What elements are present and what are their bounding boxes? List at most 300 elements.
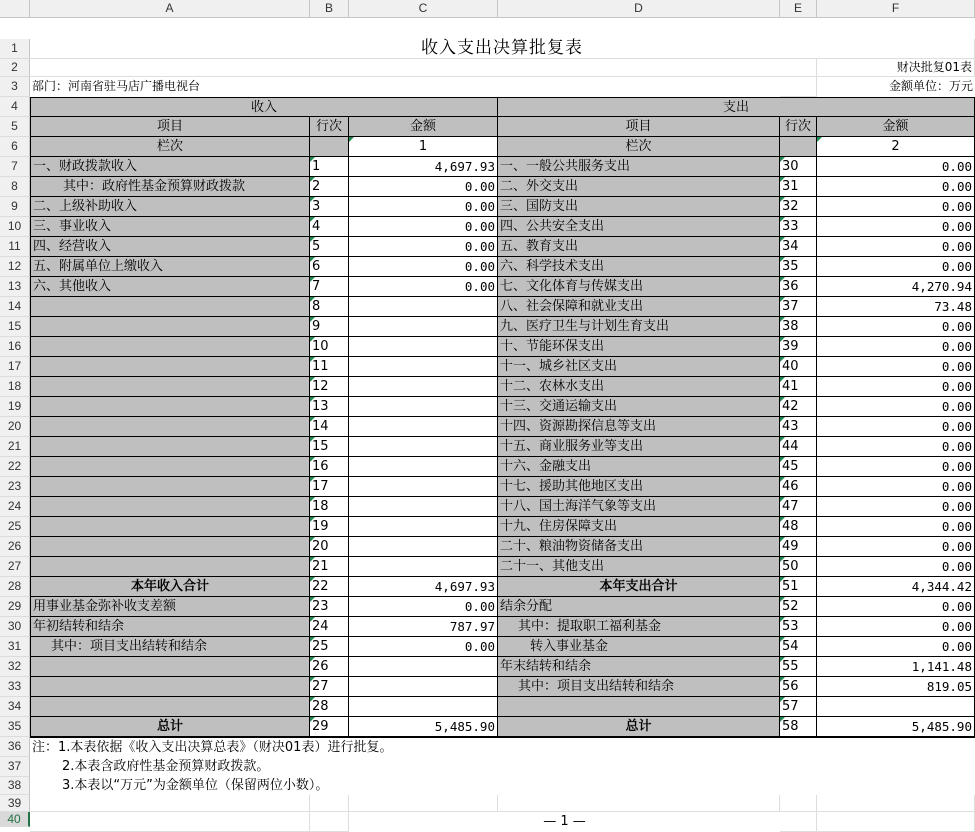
expense-amount[interactable]: 0.00 (817, 477, 975, 497)
expense-row-no: 48 (780, 517, 817, 537)
expense-item-label: 十三、交通运输支出 (498, 397, 780, 417)
income-row-no: 27 (310, 677, 349, 697)
row-header-35[interactable]: 35 (0, 717, 30, 737)
department-label: 部门：河南省驻马店广播电视台 (32, 79, 201, 93)
expense-item-label: 六、科学技术支出 (498, 257, 780, 277)
column-label: 栏次 (30, 137, 310, 157)
cell-error-indicator-icon (780, 317, 785, 322)
expense-section-header: 支出 (498, 97, 975, 117)
cell-error-indicator-icon (310, 477, 315, 482)
income-amount[interactable] (349, 477, 498, 497)
column-header-d[interactable]: D (498, 0, 780, 18)
expense-row-no: 36 (780, 277, 817, 297)
income-amount[interactable] (349, 657, 498, 677)
income-item-label (30, 297, 310, 317)
expense-row-no: 32 (780, 197, 817, 217)
expense-amount[interactable]: 0.00 (817, 417, 975, 437)
income-amount[interactable] (349, 417, 498, 437)
row-header-33[interactable]: 33 (0, 677, 30, 697)
income-item-label (30, 457, 310, 477)
income-amount[interactable] (349, 677, 498, 697)
row-header-12[interactable]: 12 (0, 257, 30, 277)
cell-error-indicator-icon (780, 717, 785, 722)
expense-item-label: 十四、资源勘探信息等支出 (498, 417, 780, 437)
expense-row-no: 54 (780, 637, 817, 657)
income-item-label (30, 317, 310, 337)
row-header-20[interactable]: 20 (0, 417, 30, 437)
expense-amount[interactable]: 0.00 (817, 557, 975, 577)
row-header-36[interactable]: 36 (0, 737, 30, 757)
expense-item-label: 转入事业基金 (498, 637, 780, 657)
expense-column-number: 2 (817, 137, 975, 157)
income-item-label (30, 357, 310, 377)
expense-row-no: 35 (780, 257, 817, 277)
income-amount[interactable]: 4,697.93 (349, 577, 498, 597)
cell-error-indicator-icon (780, 657, 785, 662)
cell-error-indicator-icon (780, 537, 785, 542)
row-header-10[interactable]: 10 (0, 217, 30, 237)
cell-error-indicator-icon (310, 397, 315, 402)
income-amount[interactable] (349, 697, 498, 717)
cell-error-indicator-icon (780, 217, 785, 222)
cell-error-indicator-icon (310, 497, 315, 502)
income-section-header: 收入 (30, 97, 498, 117)
income-amount[interactable] (349, 317, 498, 337)
blank-cell[interactable] (349, 795, 498, 812)
expense-item-label: 十七、援助其他地区支出 (498, 477, 780, 497)
row-header-17[interactable]: 17 (0, 357, 30, 377)
expense-item-label: 十五、商业服务业等支出 (498, 437, 780, 457)
expense-item-label: 年末结转和结余 (498, 657, 780, 677)
expense-item-label: 结余分配 (498, 597, 780, 617)
row-header-38[interactable]: 38 (0, 777, 30, 795)
column-header-b[interactable]: B (310, 0, 349, 18)
row-header-16[interactable]: 16 (0, 337, 30, 357)
cell-error-indicator-icon (310, 257, 315, 262)
income-amount[interactable] (349, 517, 498, 537)
row-no-blank (310, 137, 349, 157)
expense-row-no: 30 (780, 157, 817, 177)
income-amount[interactable]: 0.00 (349, 177, 498, 197)
note-line-3: 3.本表以“万元”为金额单位（保留两位小数）。 (62, 778, 329, 793)
expense-item-label: 十九、住房保障支出 (498, 517, 780, 537)
expense-item-label: 八、社会保障和就业支出 (498, 297, 780, 317)
expense-row-no: 51 (780, 577, 817, 597)
income-item-label (30, 557, 310, 577)
blank-cell[interactable] (780, 812, 817, 832)
blank-cell[interactable] (30, 795, 310, 812)
cell-error-indicator-icon (310, 597, 315, 602)
expense-item-label: 本年支出合计 (498, 577, 780, 597)
income-row-no: 11 (310, 357, 349, 377)
income-row-no: 13 (310, 397, 349, 417)
cell-error-indicator-icon (310, 697, 315, 702)
row-header-13[interactable]: 13 (0, 277, 30, 297)
income-item-label (30, 397, 310, 417)
column-header-c[interactable]: C (349, 0, 498, 18)
row-header-7[interactable]: 7 (0, 157, 30, 177)
expense-item-label: 其中：项目支出结转和结余 (498, 677, 780, 697)
cell-error-indicator-icon (310, 537, 315, 542)
income-row-no: 8 (310, 297, 349, 317)
expense-item-label: 总计 (498, 717, 780, 737)
row-header-2[interactable]: 2 (0, 59, 30, 77)
expense-row-no: 43 (780, 417, 817, 437)
item-header: 项目 (30, 117, 310, 137)
row-header-9[interactable]: 9 (0, 197, 30, 217)
cell-error-indicator-icon (310, 177, 315, 182)
expense-amount[interactable]: 0.00 (817, 177, 975, 197)
row-header-4[interactable]: 4 (0, 97, 30, 117)
cell-error-indicator-icon (780, 337, 785, 342)
expense-amount[interactable]: 0.00 (817, 217, 975, 237)
cell-error-indicator-icon (780, 497, 785, 502)
income-item-label (30, 497, 310, 517)
expense-amount[interactable]: 0.00 (817, 257, 975, 277)
income-row-no: 26 (310, 657, 349, 677)
income-item-label: 二、上级补助收入 (30, 197, 310, 217)
row-header-40[interactable]: 40 (0, 812, 30, 827)
income-amount[interactable] (349, 437, 498, 457)
cell-error-indicator-icon (780, 297, 785, 302)
income-amount[interactable]: 0.00 (349, 197, 498, 217)
expense-item-label: 二十、粮油物资储备支出 (498, 537, 780, 557)
select-all-corner[interactable] (0, 0, 30, 18)
income-amount[interactable]: 0.00 (349, 597, 498, 617)
row-header-19[interactable]: 19 (0, 397, 30, 417)
row-header-34[interactable]: 34 (0, 697, 30, 717)
blank-cell[interactable] (30, 59, 817, 77)
income-row-no: 9 (310, 317, 349, 337)
cell-error-indicator-icon (817, 137, 822, 142)
expense-row-no: 57 (780, 697, 817, 717)
row-header-8[interactable]: 8 (0, 177, 30, 197)
expense-amount[interactable]: 819.05 (817, 677, 975, 697)
row-header-29[interactable]: 29 (0, 597, 30, 617)
income-amount[interactable]: 0.00 (349, 277, 498, 297)
income-item-label: 一、财政拨款收入 (30, 157, 310, 177)
blank-cell[interactable] (498, 795, 780, 812)
cell-error-indicator-icon (780, 617, 785, 622)
cell-error-indicator-icon (780, 397, 785, 402)
cell-error-indicator-icon (310, 277, 315, 282)
blank-cell[interactable] (310, 812, 349, 832)
income-row-no: 3 (310, 197, 349, 217)
expense-item-label: 三、国防支出 (498, 197, 780, 217)
income-item-label: 其中：政府性基金预算财政拨款 (30, 177, 310, 197)
income-column-number: 1 (349, 137, 498, 157)
expense-item-label: 其中：提取职工福利基金 (498, 617, 780, 637)
cell-error-indicator-icon (780, 277, 785, 282)
cell-error-indicator-icon (780, 177, 785, 182)
cell-error-indicator-icon (310, 337, 315, 342)
expense-item-label (498, 697, 780, 717)
income-item-label: 本年收入合计 (30, 577, 310, 597)
cell-error-indicator-icon (310, 617, 315, 622)
income-row-no: 1 (310, 157, 349, 177)
expense-item-label: 九、医疗卫生与计划生育支出 (498, 317, 780, 337)
expense-amount[interactable]: 0.00 (817, 497, 975, 517)
income-item-label: 四、经营收入 (30, 237, 310, 257)
cell-error-indicator-icon (310, 377, 315, 382)
sheet-title: 收入支出决算批复表 (30, 39, 975, 59)
cell-error-indicator-icon (780, 577, 785, 582)
income-row-no: 22 (310, 577, 349, 597)
row-header-32[interactable]: 32 (0, 657, 30, 677)
expense-row-no: 39 (780, 337, 817, 357)
expense-amount[interactable]: 0.00 (817, 157, 975, 177)
amount-header: 金额 (349, 117, 498, 137)
income-amount[interactable]: 5,485.90 (349, 717, 498, 737)
expense-row-no: 37 (780, 297, 817, 317)
row-header-27[interactable]: 27 (0, 557, 30, 577)
expense-amount[interactable]: 0.00 (817, 457, 975, 477)
cell-error-indicator-icon (310, 557, 315, 562)
income-row-no: 24 (310, 617, 349, 637)
blank-cell[interactable] (817, 812, 975, 832)
row-no-header: 行次 (780, 117, 817, 137)
income-item-label (30, 337, 310, 357)
expense-item-label: 十八、国土海洋气象等支出 (498, 497, 780, 517)
row-header-1[interactable]: 1 (0, 39, 30, 59)
cell-error-indicator-icon (780, 637, 785, 642)
expense-amount[interactable]: 0.00 (817, 197, 975, 217)
expense-amount[interactable]: 0.00 (817, 437, 975, 457)
cell-error-indicator-icon (780, 477, 785, 482)
income-item-label: 年初结转和结余 (30, 617, 310, 637)
column-header-a[interactable]: A (30, 0, 310, 18)
form-code: 财决批复01表 (817, 59, 975, 77)
expense-amount[interactable]: 0.00 (817, 597, 975, 617)
income-row-no: 21 (310, 557, 349, 577)
cell-error-indicator-icon (780, 677, 785, 682)
expense-amount[interactable]: 1,141.48 (817, 657, 975, 677)
income-amount[interactable]: 0.00 (349, 237, 498, 257)
income-item-label (30, 517, 310, 537)
column-header-f[interactable]: F (817, 0, 975, 18)
income-amount[interactable]: 787.97 (349, 617, 498, 637)
expense-row-no: 31 (780, 177, 817, 197)
blank-cell[interactable] (780, 795, 817, 812)
expense-amount[interactable]: 0.00 (817, 617, 975, 637)
income-row-no: 25 (310, 637, 349, 657)
row-header-3[interactable]: 3 (0, 77, 30, 97)
cell-error-indicator-icon (310, 717, 315, 722)
cell-error-indicator-icon (310, 217, 315, 222)
income-row-no: 12 (310, 377, 349, 397)
item-header: 项目 (498, 117, 780, 137)
cell-error-indicator-icon (780, 197, 785, 202)
cell-error-indicator-icon (310, 357, 315, 362)
cell-error-indicator-icon (310, 577, 315, 582)
expense-amount[interactable]: 4,270.94 (817, 277, 975, 297)
income-item-label: 总计 (30, 717, 310, 737)
expense-amount[interactable]: 73.48 (817, 297, 975, 317)
expense-amount[interactable]: 0.00 (817, 337, 975, 357)
income-amount[interactable]: 0.00 (349, 257, 498, 277)
row-header-39[interactable]: 39 (0, 795, 30, 812)
row-header-5[interactable]: 5 (0, 117, 30, 137)
cell-error-indicator-icon (780, 597, 785, 602)
expense-row-no: 33 (780, 217, 817, 237)
income-amount[interactable] (349, 557, 498, 577)
expense-item-label: 十一、城乡社区支出 (498, 357, 780, 377)
income-row-no: 23 (310, 597, 349, 617)
income-amount[interactable] (349, 297, 498, 317)
income-row-no: 15 (310, 437, 349, 457)
income-item-label: 其中：项目支出结转和结余 (30, 637, 310, 657)
cell-error-indicator-icon (310, 237, 315, 242)
income-amount[interactable] (349, 377, 498, 397)
note-line-1: 注：1.本表依据《收入支出决算总表》（财决01表）进行批复。 (30, 737, 975, 757)
expense-amount[interactable]: 0.00 (817, 537, 975, 557)
row-header-25[interactable]: 25 (0, 517, 30, 537)
expense-item-label: 七、文化体育与传媒支出 (498, 277, 780, 297)
blank-cell[interactable] (817, 795, 975, 812)
income-amount[interactable]: 4,697.93 (349, 157, 498, 177)
blank-cell[interactable] (30, 812, 310, 832)
expense-item-label: 十六、金融支出 (498, 457, 780, 477)
cell-error-indicator-icon (780, 417, 785, 422)
cell-error-indicator-icon (780, 237, 785, 242)
expense-amount[interactable]: 0.00 (817, 397, 975, 417)
income-row-no: 29 (310, 717, 349, 737)
income-row-no: 20 (310, 537, 349, 557)
expense-row-no: 56 (780, 677, 817, 697)
expense-amount[interactable]: 0.00 (817, 357, 975, 377)
income-item-label (30, 377, 310, 397)
expense-amount[interactable]: 0.00 (817, 517, 975, 537)
cell-error-indicator-icon (780, 517, 785, 522)
cell-error-indicator-icon (310, 197, 315, 202)
expense-row-no: 53 (780, 617, 817, 637)
income-row-no: 6 (310, 257, 349, 277)
income-item-label: 用事业基金弥补收支差额 (30, 597, 310, 617)
cell-error-indicator-icon (780, 157, 785, 162)
expense-amount[interactable] (817, 697, 975, 717)
cell-error-indicator-icon (310, 677, 315, 682)
row-header-23[interactable]: 23 (0, 477, 30, 497)
income-amount[interactable]: 0.00 (349, 217, 498, 237)
income-row-no: 5 (310, 237, 349, 257)
expense-item-label: 二、外交支出 (498, 177, 780, 197)
income-amount[interactable] (349, 357, 498, 377)
expense-amount[interactable]: 0.00 (817, 317, 975, 337)
expense-row-no: 45 (780, 457, 817, 477)
income-amount[interactable] (349, 397, 498, 417)
blank-cell[interactable] (310, 795, 349, 812)
cell-error-indicator-icon (780, 557, 785, 562)
expense-row-no: 58 (780, 717, 817, 737)
row-no-header: 行次 (310, 117, 349, 137)
row-header-30[interactable]: 30 (0, 617, 30, 637)
cell-error-indicator-icon (310, 637, 315, 642)
expense-item-label: 四、公共安全支出 (498, 217, 780, 237)
income-item-label (30, 477, 310, 497)
expense-item-label: 十、节能环保支出 (498, 337, 780, 357)
column-header-e[interactable]: E (780, 0, 817, 18)
cell-error-indicator-icon (310, 517, 315, 522)
income-item-label: 六、其他收入 (30, 277, 310, 297)
cell-error-indicator-icon (310, 417, 315, 422)
income-amount[interactable]: 0.00 (349, 637, 498, 657)
row-header-14[interactable]: 14 (0, 297, 30, 317)
amount-header: 金额 (817, 117, 975, 137)
row-header-24[interactable]: 24 (0, 497, 30, 517)
expense-row-no: 38 (780, 317, 817, 337)
expense-amount[interactable]: 5,485.90 (817, 717, 975, 737)
cell-error-indicator-icon (310, 297, 315, 302)
income-amount[interactable] (349, 497, 498, 517)
income-item-label (30, 437, 310, 457)
cell-error-indicator-icon (310, 457, 315, 462)
row-header-21[interactable]: 21 (0, 437, 30, 457)
row-header-6[interactable]: 6 (0, 137, 30, 157)
cell-error-indicator-icon (780, 257, 785, 262)
row-header-37[interactable]: 37 (0, 757, 30, 777)
income-item-label (30, 657, 310, 677)
income-row-no: 17 (310, 477, 349, 497)
expense-row-no: 47 (780, 497, 817, 517)
income-amount[interactable] (349, 457, 498, 477)
expense-row-no: 50 (780, 557, 817, 577)
income-row-no: 19 (310, 517, 349, 537)
income-row-no: 18 (310, 497, 349, 517)
row-header-11[interactable]: 11 (0, 237, 30, 257)
expense-amount[interactable]: 0.00 (817, 237, 975, 257)
expense-item-label: 一、一般公共服务支出 (498, 157, 780, 177)
cell-error-indicator-icon (310, 437, 315, 442)
cell-error-indicator-icon (780, 437, 785, 442)
row-header-28[interactable]: 28 (0, 577, 30, 597)
expense-item-label: 五、教育支出 (498, 237, 780, 257)
income-amount[interactable] (349, 537, 498, 557)
expense-row-no: 41 (780, 377, 817, 397)
expense-item-label: 二十一、其他支出 (498, 557, 780, 577)
expense-amount[interactable]: 0.00 (817, 377, 975, 397)
income-item-label (30, 537, 310, 557)
income-item-label: 三、事业收入 (30, 217, 310, 237)
expense-amount[interactable]: 0.00 (817, 637, 975, 657)
income-item-label (30, 417, 310, 437)
page-number-footer: — 1 — (543, 814, 586, 829)
unit-label: 金额单位：万元 (888, 79, 973, 93)
expense-row-no: 34 (780, 237, 817, 257)
income-item-label (30, 677, 310, 697)
income-amount[interactable] (349, 337, 498, 357)
row-header-15[interactable]: 15 (0, 317, 30, 337)
column-label: 栏次 (498, 137, 780, 157)
expense-amount[interactable]: 4,344.42 (817, 577, 975, 597)
expense-row-no: 49 (780, 537, 817, 557)
income-row-no: 16 (310, 457, 349, 477)
cell-error-indicator-icon (310, 657, 315, 662)
row-header-22[interactable]: 22 (0, 457, 30, 477)
income-row-no: 10 (310, 337, 349, 357)
income-row-no: 28 (310, 697, 349, 717)
cell-error-indicator-icon (780, 377, 785, 382)
row-header-26[interactable]: 26 (0, 537, 30, 557)
cell-error-indicator-icon (780, 357, 785, 362)
cell-error-indicator-icon (780, 697, 785, 702)
row-header-31[interactable]: 31 (0, 637, 30, 657)
expense-row-no: 42 (780, 397, 817, 417)
cell-error-indicator-icon (310, 157, 315, 162)
row-header-18[interactable]: 18 (0, 377, 30, 397)
blank-cell[interactable] (780, 77, 817, 97)
row-no-blank (780, 137, 817, 157)
note-line-2: 2.本表含政府性基金预算财政拨款。 (62, 759, 270, 774)
